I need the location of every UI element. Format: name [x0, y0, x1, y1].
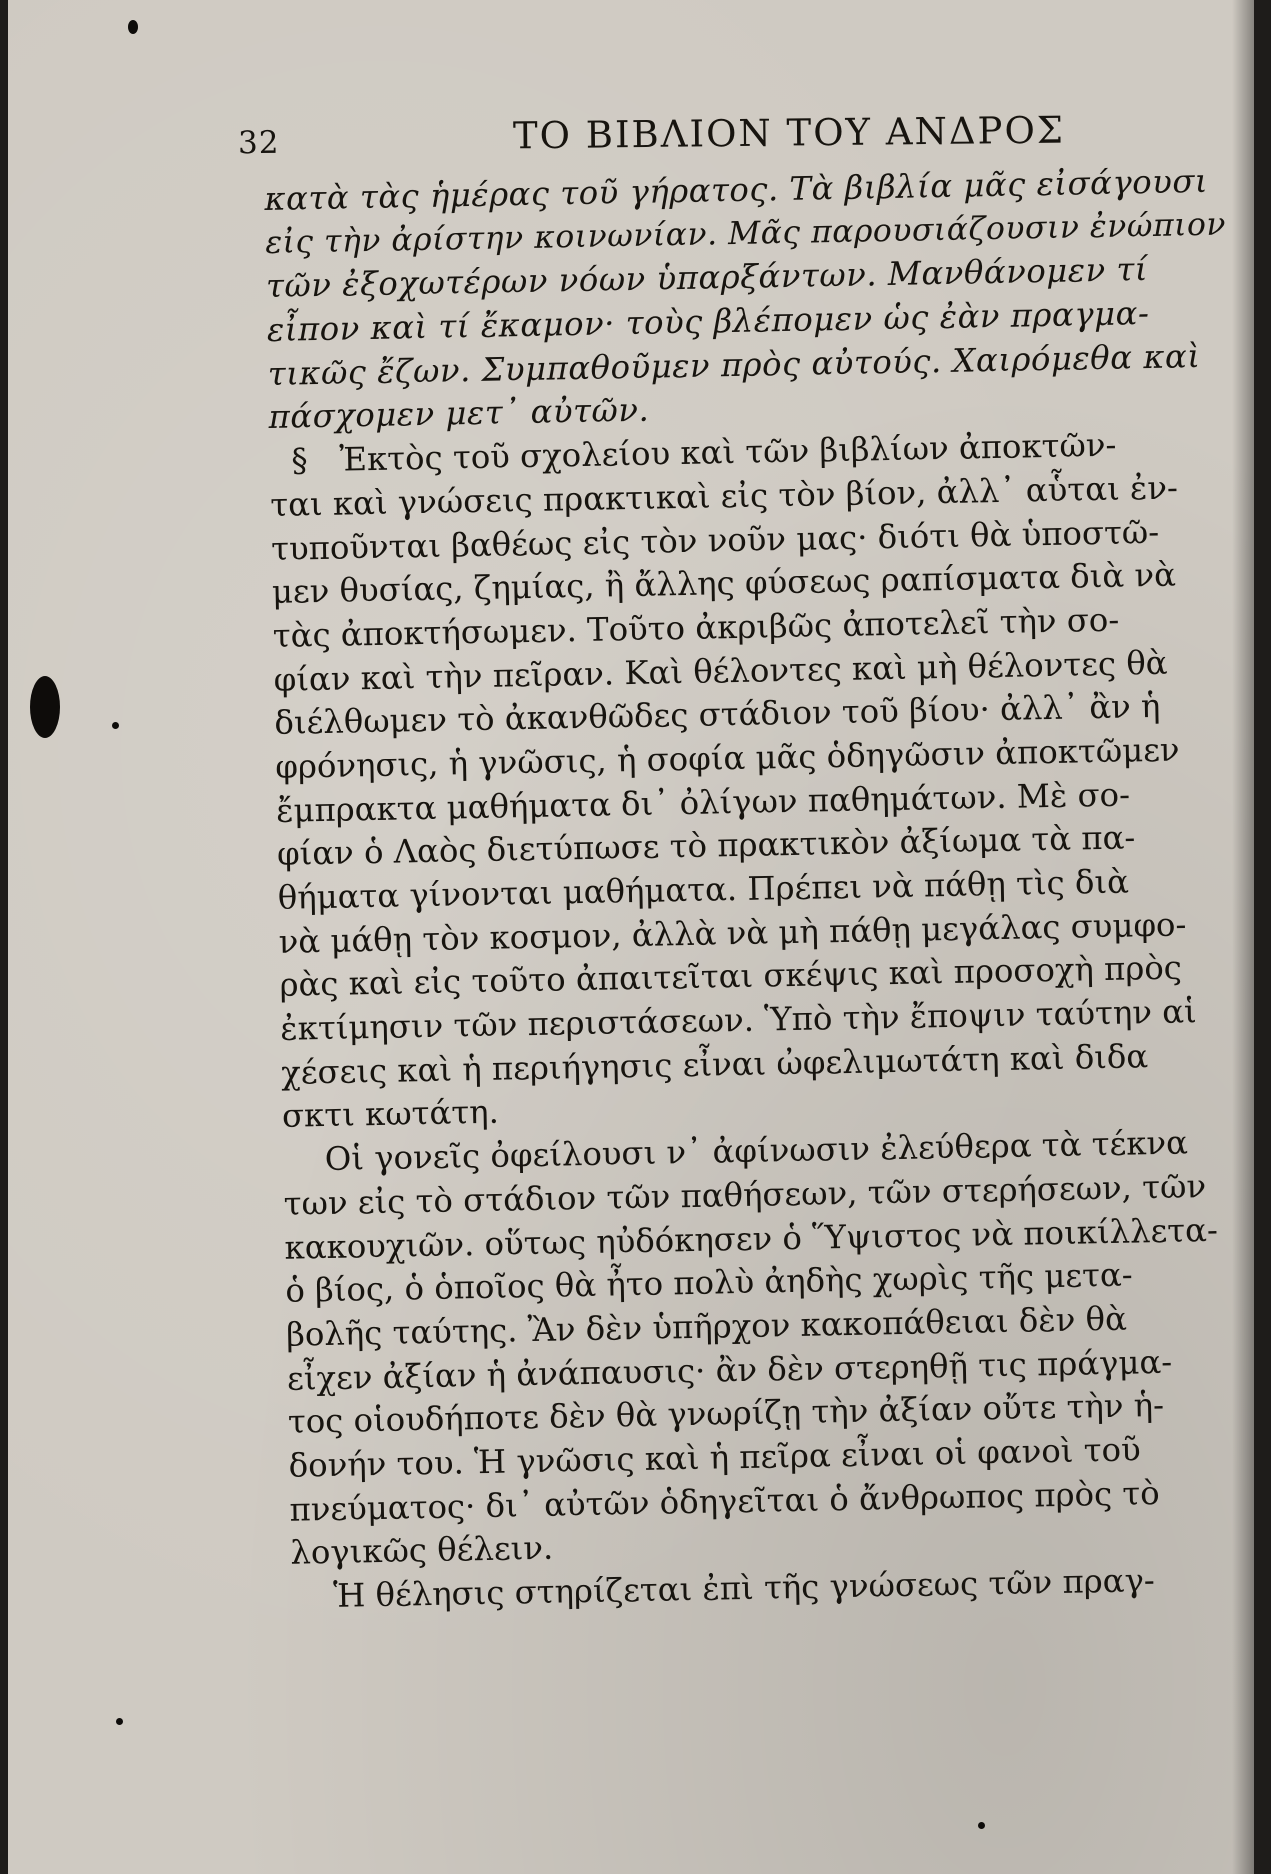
body-text: [264, 159, 1254, 1619]
text-line: ρὰς καὶ εἰς τοῦτο ἀπαιτεῖται σκέψις καὶ προσοχὴ πρὸς: [279, 948, 1183, 1005]
ink-spot: [128, 20, 138, 34]
text-line: βολῆς ταύτης. Ἂν δὲν ὑπῆρχον κακοπάθειαι δὲν θὰ: [285, 1299, 1128, 1354]
page-header-title: ΤΟ ΒΙΒΛΙΟΝ ΤΟΥ ΑΝΔΡΟΣ: [512, 108, 1066, 158]
text-line: φρόνησις, ἡ γνῶσις, ἡ σοφία μᾶς ὁδηγῶσιν ἀποκτῶμεν: [274, 730, 1180, 786]
text-line: λογικῶς θέλειν.: [290, 1529, 554, 1573]
ink-spot: [116, 1718, 123, 1725]
text-line: πνεύματος· δι᾿ αὐτῶν ὁδηγεῖται ὁ ἄνθρωπος πρὸς τὸ: [289, 1473, 1161, 1529]
text-line: ἐκτίμησιν τῶν περιστάσεων. Ὑπὸ τὴν ἔποψιν ταύτην αἱ: [279, 992, 1198, 1048]
running-head: [238, 107, 1238, 167]
text-line: ἔμπρακτα μαθήματα δι᾿ ὀλίγων παθημάτων. Μὲ σο-: [275, 775, 1131, 830]
text-line: τὰς ἀποκτήσωμεν. Τοῦτο ἀκριβῶς ἀποτελεῖ τὴν σο-: [272, 600, 1120, 655]
text-line: τος οἱουδήποτε δὲν θὰ γνωρίζῃ τὴν ἀξίαν οὔτε τὴν ἡ-: [287, 1386, 1165, 1442]
ink-spot: [978, 1822, 985, 1829]
text-line-content: Ἐκτὸς τοῦ σχολείου καὶ τῶν βιβλίων ἀποκτῶν-: [339, 425, 1117, 479]
ink-spot: [112, 722, 119, 729]
text-line: των εἰς τὸ στάδιον τῶν παθήσεων, τῶν στερήσεων, τῶν: [283, 1166, 1207, 1223]
text-line: φίαν καὶ τὴν πεῖραν. Καὶ θέλοντες καὶ μὴ θέλοντες θὰ: [273, 643, 1168, 699]
text-line: σκτι κωτάτη.: [281, 1093, 500, 1136]
text-line: τῶν ἐξοχωτέρων νόων ὑπαρξάντων. Μανθάνομεν τί: [265, 250, 1149, 306]
text-line: δονήν του. Ἡ γνῶσις καὶ ἡ πεῖρα εἶναι οἱ φανοὶ τοῦ: [288, 1430, 1141, 1485]
text-line: ὁ βίος, ὁ ὁποῖος θὰ ἦτο πολὺ ἀηδὴς χωρὶς τῆς μετα-: [285, 1255, 1133, 1310]
text-line: πάσχομεν μετ᾿ αὐτῶν.: [268, 391, 650, 437]
text-line: θήματα γίνονται μαθήματα. Πρέπει νὰ πάθῃ τὶς διὰ: [277, 862, 1130, 917]
text-line: κακουχιῶν. οὕτως ηὐδόκησεν ὁ Ὕψιστος νὰ ποικίλλετα-: [284, 1210, 1219, 1267]
text-line: εἰς τὴν ἀρίστην κοινωνίαν. Μᾶς παρουσιάζουσιν ἐνώπιον: [264, 206, 1227, 261]
page-number: 32: [237, 124, 280, 162]
text-line: Οἱ γονεῖς ὀφείλουσι ν᾿ ἀφίνωσιν ἐλεύθερα τὰ τέκνα: [324, 1123, 1189, 1179]
text-line: φίαν ὁ Λαὸς διετύπωσε τὸ πρακτικὸν ἀξίωμα τὰ πα-: [276, 818, 1136, 874]
text-line: τικῶς ἔζων. Συμπαθοῦμεν πρὸς αὐτούς. Χαιρόμεθα καὶ: [267, 336, 1201, 393]
section-sign: §: [291, 441, 308, 480]
ink-spot: [30, 676, 60, 738]
text-line: ται καὶ γνώσεις πρακτικαὶ εἰς τὸν βίον, ἀλλ᾿ αὗται ἐν-: [269, 468, 1179, 524]
text-line: τυποῦνται βαθέως εἰς τὸν νοῦν μας· διότι θὰ ὑποστῶ-: [270, 512, 1160, 568]
text-line: κατὰ τὰς ἡμέρας τοῦ γήρατος. Τὰ βιβλία μᾶς εἰσάγουσι: [264, 161, 1209, 218]
text-line: νὰ μάθῃ τὸν κοσμον, ἀλλὰ νὰ μὴ πάθῃ μεγάλας συμφο-: [278, 905, 1187, 961]
text-line: διέλθωμεν τὸ ἀκανθῶδες στάδιον τοῦ βίου· ἀλλ᾿ ἂν ἡ: [274, 687, 1161, 743]
text-line: εἶχεν ἀξίαν ἡ ἀνάπαυσις· ἂν δὲν στερηθῇ τις πράγμα-: [286, 1342, 1173, 1398]
book-page: [8, 0, 1254, 1874]
text-line: μεν θυσίας, ζημίας, ἢ ἄλλης φύσεως ραπίσματα διὰ νὰ: [271, 555, 1177, 612]
text-line: Ἡ θέλησις στηρίζεται ἐπὶ τῆς γνώσεως τῶν πραγ-: [332, 1561, 1156, 1615]
text-line: εἶπον καὶ τί ἔκαμον· τοὺς βλέπομεν ὡς ἐὰν πραγμα-: [266, 294, 1150, 350]
text-line: χέσεις καὶ ἡ περιήγησις εἶναι ὠφελιμωτάτη καὶ διδα: [280, 1036, 1149, 1092]
